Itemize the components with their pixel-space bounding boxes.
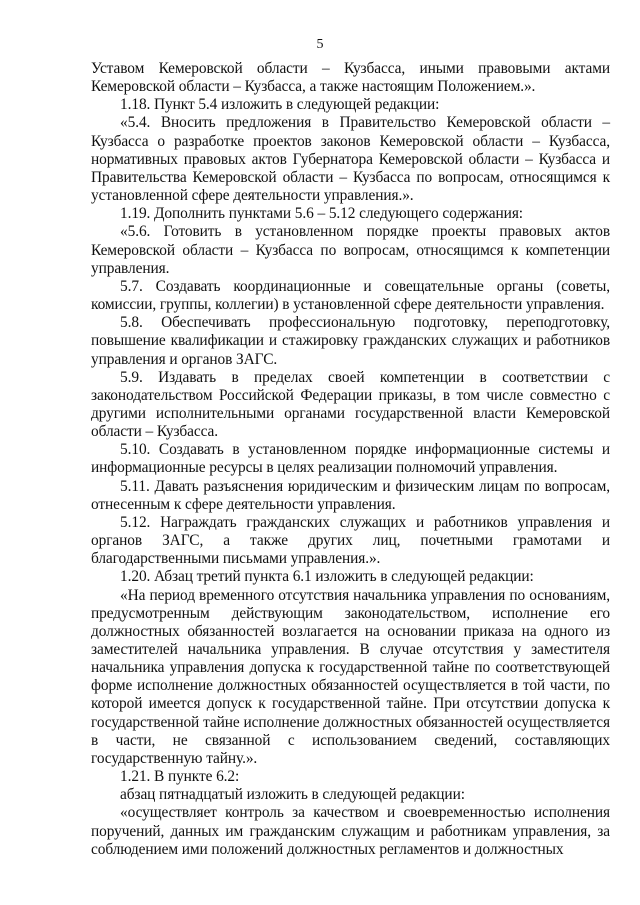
paragraph-item-1-21: 1.21. В пункте 6.2:: [120, 768, 240, 786]
paragraph-item-1-18: 1.18. Пункт 5.4 изложить в следующей редакции:: [120, 96, 440, 114]
paragraph-clause-5-9: 5.9. Издавать в пределах своей компетенции в соответствии с законодательством Российской Федерации приказы, в том числе совместно с другими исполнительными органами государственной власти Кемеровской области – Кузбасса.: [91, 368, 610, 441]
paragraph-item-1-20: 1.20. Абзац третий пункта 6.1 изложить в следующей редакции:: [120, 568, 534, 586]
paragraph-clause-5-7: 5.7. Создавать координационные и совещательные органы (советы, комиссии, группы, коллегии) в установленной сфере деятельности управления.: [91, 277, 610, 314]
paragraph-fifteenth-abzac: абзац пятнадцатый изложить в следующей редакции:: [120, 786, 465, 804]
paragraph-item-1-19: 1.19. Дополнить пунктами 5.6 – 5.12 следующего содержания:: [120, 205, 523, 223]
paragraph-acting-head: «На период временного отсутствия начальника управления по основаниям, предусмотренным действующим законодательством, исполнение его должностных обязанностей возлагается на основании приказа на одного из заместителей начальника управления. В случае отсутствия у заместителя начальника управления допуска к государственной тайне по соответствующей форме исполнение должностных обязанностей осуществляется в той части, по которой имеется допуск к государственной тайне. При отсутствии допуска к государственной тайне исполнение должностных обязанностей осуществляется в части, не связанной с использованием сведений, составляющих государственную тайну.».: [91, 586, 610, 767]
paragraph-continuation: Уставом Кемеровской области – Кузбасса, иными правовыми актами Кемеровской области – Кузбасса, а также настоящим Положением.».: [91, 60, 610, 96]
paragraph-control-duties: «осуществляет контроль за качеством и своевременностью исполнения поручений, данных им гражданским служащим и работникам управления, за соблюдением ими положений должностных регламентов и должностных: [91, 804, 610, 858]
page-number: 5: [316, 37, 324, 52]
paragraph-clause-5-4: «5.4. Вносить предложения в Правительство Кемеровской области – Кузбасса о разработке проектов законов Кемеровской области – Кузбасса, нормативных правовых актов Губернатора Кемеровской области – Кузбасса и Правительства Кемеровской области – Кузбасса по вопросам, относящимся к установленной сфере деятельности управления.».: [91, 114, 610, 205]
paragraph-clause-5-12: 5.12. Награждать гражданских служащих и работников управления и органов ЗАГС, а также других лиц, почетными грамотами и благодарственными письмами управления.».: [91, 513, 610, 568]
document-body: [91, 60, 610, 859]
paragraph-clause-5-11: 5.11. Давать разъяснения юридическим и физическим лицам по вопросам, отнесенным к сфере деятельности управления.: [91, 477, 610, 513]
paragraph-clause-5-6: «5.6. Готовить в установленном порядке проекты правовых актов Кемеровской области – Кузбасса по вопросам, относящимся к компетенции управления.: [91, 223, 610, 277]
paragraph-clause-5-8: 5.8. Обеспечивать профессиональную подготовку, переподготовку, повышение квалификации и стажировку гражданских служащих и работников управления и органов ЗАГС.: [91, 314, 610, 368]
paragraph-clause-5-10: 5.10. Создавать в установленном порядке информационные системы и информационные ресурсы в целях реализации полномочий управления.: [91, 441, 610, 477]
